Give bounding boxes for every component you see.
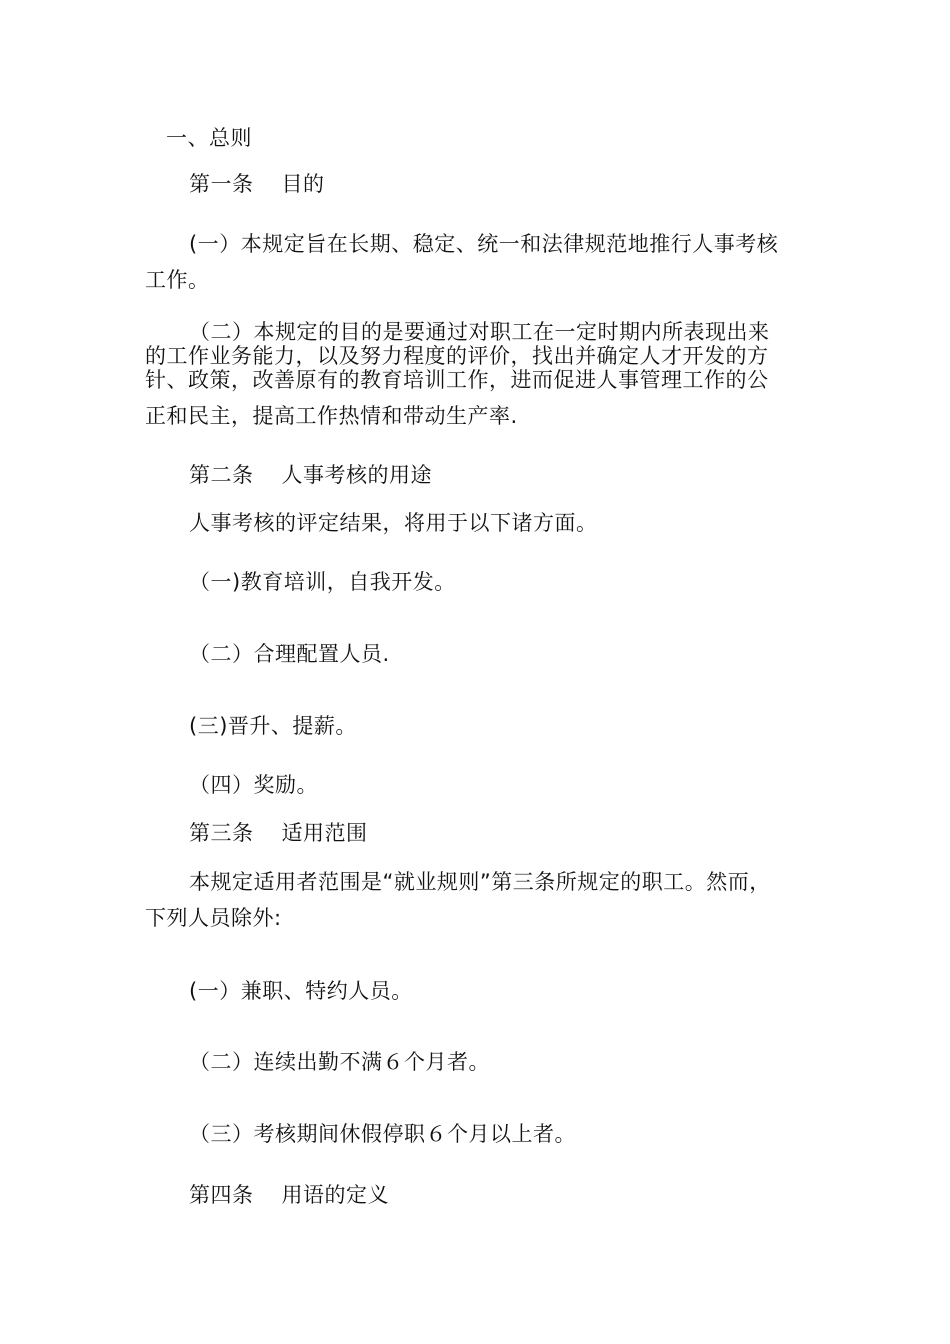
article-3-para-line-1: 本规定适用者范围是“就业规则”第三条所规定的职工。然而，	[189, 870, 771, 894]
article-4-number: 第四条	[189, 1183, 254, 1207]
article-1-para-2-line-4: 正和民主，提高工作热情和带动生产率.	[145, 404, 518, 428]
article-4-title: 用语的定义	[281, 1183, 389, 1207]
article-1-number: 第一条	[189, 172, 254, 196]
article-3-heading	[189, 819, 368, 847]
section-heading: 一、总则	[166, 126, 252, 150]
article-3-item-2: （二）连续出勤不满６个月者。	[189, 1050, 490, 1074]
article-2-item-2: （二）合理配置人员.	[189, 642, 390, 666]
article-2-heading	[189, 461, 432, 489]
article-3-title: 适用范围	[281, 821, 368, 845]
article-2-item-4: （四）奖励。	[189, 773, 318, 797]
article-1-para-2-line-3: 针、政策，改善原有的教育培训工作，进而促进人事管理工作的公	[145, 368, 769, 392]
article-1-para-1-line-1: (一）本规定旨在长期、稳定、统一和法律规范地推行人事考核	[189, 232, 779, 256]
article-3-para-line-2: 下列人员除外:	[145, 906, 282, 930]
article-4-heading	[189, 1181, 389, 1209]
article-3-number: 第三条	[189, 821, 254, 845]
article-1-para-2-line-1: （二）本规定的目的是要通过对职工在一定时期内所表现出来	[189, 320, 770, 344]
article-1-para-2-line-2: 的工作业务能力，以及努力程度的评价，找出并确定人才开发的方	[145, 344, 769, 368]
article-3-item-3: （三）考核期间休假停职６个月以上者。	[189, 1122, 576, 1146]
article-2-intro: 人事考核的评定结果，将用于以下诸方面。	[189, 511, 598, 535]
article-2-item-1: （一)教育培训，自我开发。	[189, 570, 456, 594]
article-3-item-1: (一）兼职、特约人员。	[189, 979, 413, 1003]
article-1-heading	[189, 170, 325, 198]
article-2-item-3: (三)晋升、提薪。	[189, 714, 357, 738]
article-2-number: 第二条	[189, 463, 254, 487]
article-2-title: 人事考核的用途	[281, 463, 432, 487]
article-1-title: 目的	[281, 172, 325, 196]
article-1-para-1-line-2: 工作。	[145, 268, 210, 292]
